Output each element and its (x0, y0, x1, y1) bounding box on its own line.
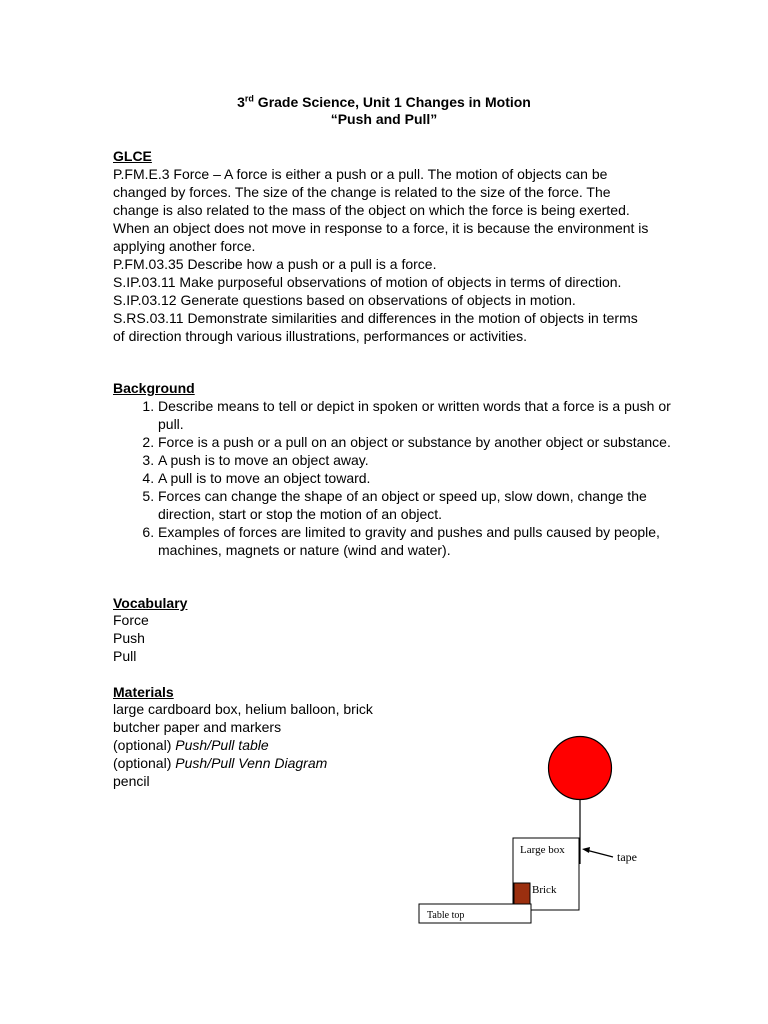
materials-push-pull-table: Push/Pull table (175, 737, 269, 753)
glce-heading: GLCE (113, 148, 152, 164)
list-item: 2. Force is a push or a pull on an object or substance by another object or substance. (158, 433, 698, 451)
vocabulary-word: Force (113, 612, 149, 628)
page-subtitle: “Push and Pull” (330, 111, 438, 127)
vocabulary-heading: Vocabulary (113, 595, 188, 611)
vocabulary-word: Pull (113, 648, 137, 664)
materials-heading: Materials (113, 684, 174, 700)
brick-label: Brick (532, 884, 557, 896)
title-grade-superscript: rd (244, 93, 254, 104)
table-top-label: Table top (427, 910, 465, 921)
materials-venn-diagram: Push/Pull Venn Diagram (175, 755, 328, 771)
large-box-label: Large box (520, 844, 565, 856)
glce-standard: P.FM.E.3 Force – A force is either a push or a pull. The motion of objects can be changed by forces. The size of the change is related to the size of the force. The change is also related to the mass of the object on which the force is being exerted. When an object does not move in response to a force, it is because the environment is applying another force. (113, 166, 649, 254)
materials-optional-prefix: (optional) (113, 737, 176, 753)
vocabulary-word: Push (113, 630, 145, 646)
materials-line: large cardboard box, helium balloon, brick (113, 701, 373, 717)
tape-arrow-head (582, 847, 590, 853)
list-item: 6. Examples of forces are limited to gravity and pushes and pulls caused by people, machines, magnets or nature (wind and water). (158, 523, 698, 559)
glce-standard: S.RS.03.11 Demonstrate similarities and differences in the motion of objects in terms of direction through various illustrations, performances or activities. (113, 310, 638, 344)
tape-label: tape (617, 850, 637, 864)
materials-optional-prefix: (optional) (113, 755, 176, 771)
balloon (549, 737, 612, 800)
glce-standard: P.FM.03.35 Describe how a push or a pull is a force. (113, 256, 437, 272)
list-item: 5. Forces can change the shape of an object or speed up, slow down, change the direction, start or stop the motion of an object. (158, 487, 698, 523)
materials-line: butcher paper and markers (113, 719, 282, 735)
list-item: 4. A pull is to move an object toward. (158, 469, 698, 487)
title-rest: Grade Science, Unit 1 Changes in Motion (253, 94, 531, 110)
title-grade-number: 3 (237, 94, 245, 110)
list-item: 3. A push is to move an object away. (158, 451, 698, 469)
glce-standard: S.IP.03.12 Generate questions based on observations of objects in motion. (113, 292, 576, 308)
tape-arrow (586, 850, 613, 857)
list-item: 1. Describe means to tell or depict in spoken or written words that a force is a push or pull. (158, 397, 698, 433)
background-heading: Background (113, 380, 195, 396)
materials-line: pencil (113, 773, 150, 789)
glce-standard: S.IP.03.11 Make purposeful observations of motion of objects in terms of direction. (113, 274, 622, 290)
brick (514, 883, 530, 904)
